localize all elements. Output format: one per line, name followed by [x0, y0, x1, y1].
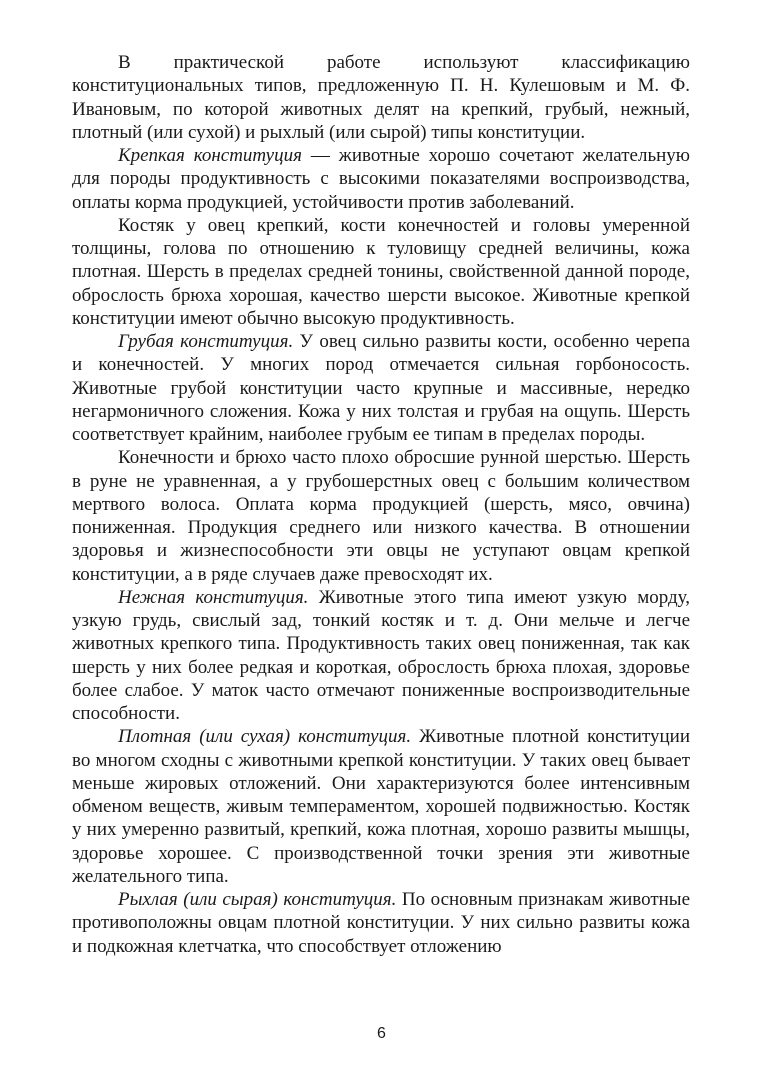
paragraph-term: Грубая конституция.: [118, 331, 294, 352]
paragraph-strong-skeleton: [72, 214, 690, 330]
paragraph-coarse-details: [72, 446, 690, 586]
paragraph-term: Плотная (или сухая) конституция.: [118, 726, 412, 748]
paragraph-text: Животные этого типа имеют узкую морду, узкую грудь, свислый зад, тонкий костяк и т. д. Они мельче и легче животных крепкого типа. Продуктивность таких овец пониженная, так как шерсть у них более редкая и короткая, оброслость брюха плохая, здоровье более слабое. У маток часто отмечают пониженные воспроизводительные способности.: [72, 586, 690, 724]
paragraph-text: У овец сильно развиты кости, особенно черепа и конечностей. У многих пород отмечается сильная горбоносость. Животные грубой конституции часто крупные и массивные, нередко негармоничного сложения. Кожа у них толстая и грубая на ощупь. Шерсть соответствует крайним, наиболее грубым ее типам в пределах породы.: [72, 331, 691, 445]
paragraph-term: Рыхлая (или сырая) конституция.: [118, 889, 397, 910]
paragraph-text: — животные хорошо сочетают желательную для породы продуктивность с высокими показателями воспроизводства, оплаты корма продукцией, устойчивости против заболеваний.: [72, 145, 690, 213]
paragraph-text: В практической работе используют классификацию конституциональных типов, предложенную П. Н. Кулешовым и М. Ф. Ивановым, по которой животных делят на крепкий, грубый, нежный, плотный (или сухой) и рыхлый (или сырой) типы конституции.: [72, 52, 690, 143]
paragraph-intro: [72, 51, 690, 144]
paragraph-text: Животные плотной конституции во многом сходны с животными крепкой конституции. У таких овец бывает меньше жировых отложений. Они характеризуются более интенсивным обменом веществ, живым темпераментом, хорошей подвижностью. Костяк у них умеренно развитый, крепкий, кожа плотная, хорошо развиты мышцы, здоровье хорошее. С производственной точки зрения эти животные желательного типа.: [72, 726, 690, 887]
paragraph-tender-constitution: [72, 586, 690, 726]
paragraph-text: Конечности и брюхо часто плохо обросшие рунной шерстью. Шерсть в руне не уравненная, а у грубошерстных овец с большим количеством мертвого волоса. Оплата корма продукцией (шерсть, мясо, овчина) пониженная. Продукция среднего или низкого качества. В отношении здоровья и жизнеспособности эти овцы не уступают овцам крепкой конституции, а в ряде случаев даже превосходят их.: [72, 447, 690, 585]
paragraph-term: Нежная конституция.: [118, 586, 309, 608]
paragraph-text: Костяк у овец крепкий, кости конечностей и головы умеренной толщины, голова по отношению к туловищу средней величины, кожа плотная. Шерсть в пределах средней тонины, свойственной данной породе, оброслость брюха хорошая, качество шерсти высокое. Животные крепкой конституции имеют обычно высокую продуктивность.: [72, 214, 690, 329]
paragraph-strong-constitution: [72, 144, 690, 214]
paragraph-text: По основным признакам животные противоположны овцам плотной конституции. У них сильно развиты кожа и подкожная клетчатка, что способствует отложению: [72, 889, 690, 957]
page-body: [72, 51, 690, 958]
paragraph-dense-constitution: [72, 725, 690, 888]
paragraph-term: Крепкая конституция: [118, 145, 302, 166]
page-number: 6: [377, 1025, 386, 1042]
paragraph-loose-constitution: [72, 888, 690, 958]
paragraph-coarse-constitution: [72, 330, 690, 446]
